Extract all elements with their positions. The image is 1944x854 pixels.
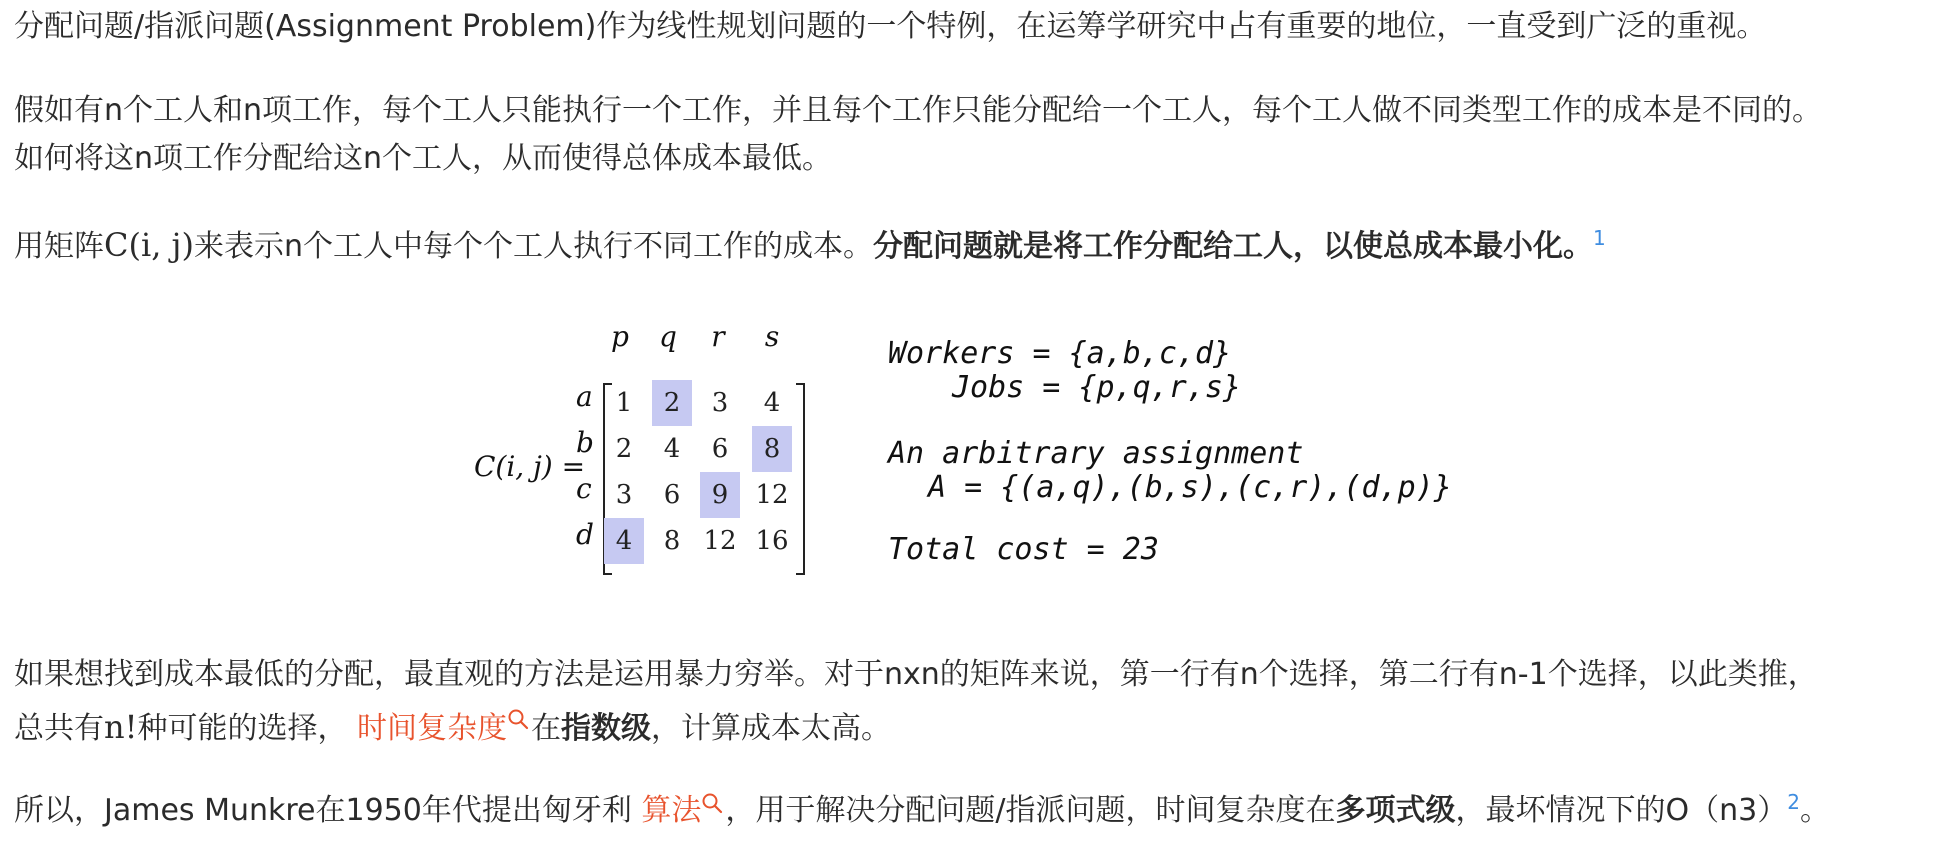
brute-force-line1-text: 如果想找到成本最低的分配，最直观的方法是运用暴力穷举。对于nxn的矩阵来说，第一行有n个选择，第二行有n-1个选择，以此类推， [14,657,1818,692]
paragraph-problem-line1 [14,90,1822,132]
matrix-cell-highlighted: 8 [752,426,792,472]
exponential-bold: 指数级 [561,711,652,746]
paragraph-brute-force-line2 [14,706,891,750]
brute-force-mid: 种可能的选择， [137,711,348,746]
matrix-cell: 2 [615,434,633,464]
paragraph-intro [14,6,1766,48]
paragraph-brute-force-line1 [14,654,1818,696]
paragraph-problem-line2 [14,138,832,180]
hungarian-post: ，最坏情况下的O（n3） [1455,793,1788,828]
brute-force-in: 在 [531,711,562,746]
column-header-p: p [611,320,629,353]
matrix-cell: 6 [711,434,729,464]
time-complexity-link[interactable] [357,711,531,746]
workers-line: Workers = {a,b,c,d} [888,336,1232,371]
matrix-cell: 3 [615,480,633,510]
matrix-cell: 12 [755,480,789,510]
polynomial-bold: 多项式级 [1335,793,1456,828]
column-header-r: r [711,320,725,353]
algorithm-link[interactable] [641,793,725,828]
problem-line1-text: 假如有n个工人和n项工作，每个工人只能执行一个工作，并且每个工作只能分配给一个工人，每个工人做不同类型工作的成本是不同的。 [14,93,1823,128]
factorial-math: n! [104,708,138,746]
assignment-set-line: A = {(a,q),(b,s),(c,r),(d,p)} [928,470,1452,505]
column-header-s: s [764,320,780,353]
paragraph-hungarian [14,790,1830,832]
footnote-1-link[interactable]: 1 [1592,226,1606,250]
algorithm-link-text[interactable]: 算法 [641,793,702,828]
matrix-def-mid: 来表示n个工人中每个个工人执行不同工作的成本。 [193,229,873,264]
total-cost-line: Total cost = 23 [888,532,1159,567]
magnifier-icon[interactable] [507,708,531,732]
matrix-def-bold: 分配问题就是将工作分配给工人，以使总成本最小化。 [872,229,1593,264]
jobs-line: Jobs = {p,q,r,s} [952,370,1241,405]
assignment-figure [0,320,1944,570]
paragraph-intro-text: 分配问题/指派问题(Assignment Problem)作为线性规划问题的一个特例，在运筹学研究中占有重要的地位，一直受到广泛的重视。 [14,9,1767,44]
row-label-a: a [576,380,593,413]
footnote-2-link[interactable]: 2 [1787,790,1800,814]
matrix-cell: 16 [755,526,789,556]
matrix-cell: 1 [615,388,633,418]
matrix-cell: 6 [663,480,681,510]
matrix-cell-highlighted: 2 [652,380,692,426]
matrix-label: C(i, j) = [474,450,586,483]
row-label-c: c [576,472,592,505]
arbitrary-assignment-line: An arbitrary assignment [888,436,1304,471]
matrix-cell: 4 [763,388,781,418]
matrix-cell: 12 [703,526,737,556]
row-label-d: d [576,518,594,551]
matrix-cell-highlighted: 9 [700,472,740,518]
hungarian-mid: ，用于解决分配问题/指派问题，时间复杂度在 [725,793,1336,828]
hungarian-pre: 所以，James Munkre在1950年代提出匈牙利 [14,793,632,828]
matrix-cell-highlighted: 4 [604,518,644,564]
matrix-def-pre: 用矩阵 [14,229,104,264]
problem-line2-text: 如何将这n项工作分配给这n个工人，从而使得总体成本最低。 [14,141,833,176]
row-label-b: b [576,426,594,459]
brute-force-pre: 总共有 [14,711,104,746]
time-complexity-link-text[interactable]: 时间复杂度 [357,711,508,746]
paragraph-matrix-definition [14,224,1606,268]
matrix-def-math: C(i, j) [104,226,194,264]
column-header-q: q [659,320,677,353]
matrix-cell: 8 [663,526,681,556]
brute-force-post: ，计算成本太高。 [651,711,892,746]
matrix-cell: 3 [711,388,729,418]
hungarian-end: 。 [1799,793,1830,828]
magnifier-icon[interactable] [701,792,725,816]
matrix-cell: 4 [663,434,681,464]
